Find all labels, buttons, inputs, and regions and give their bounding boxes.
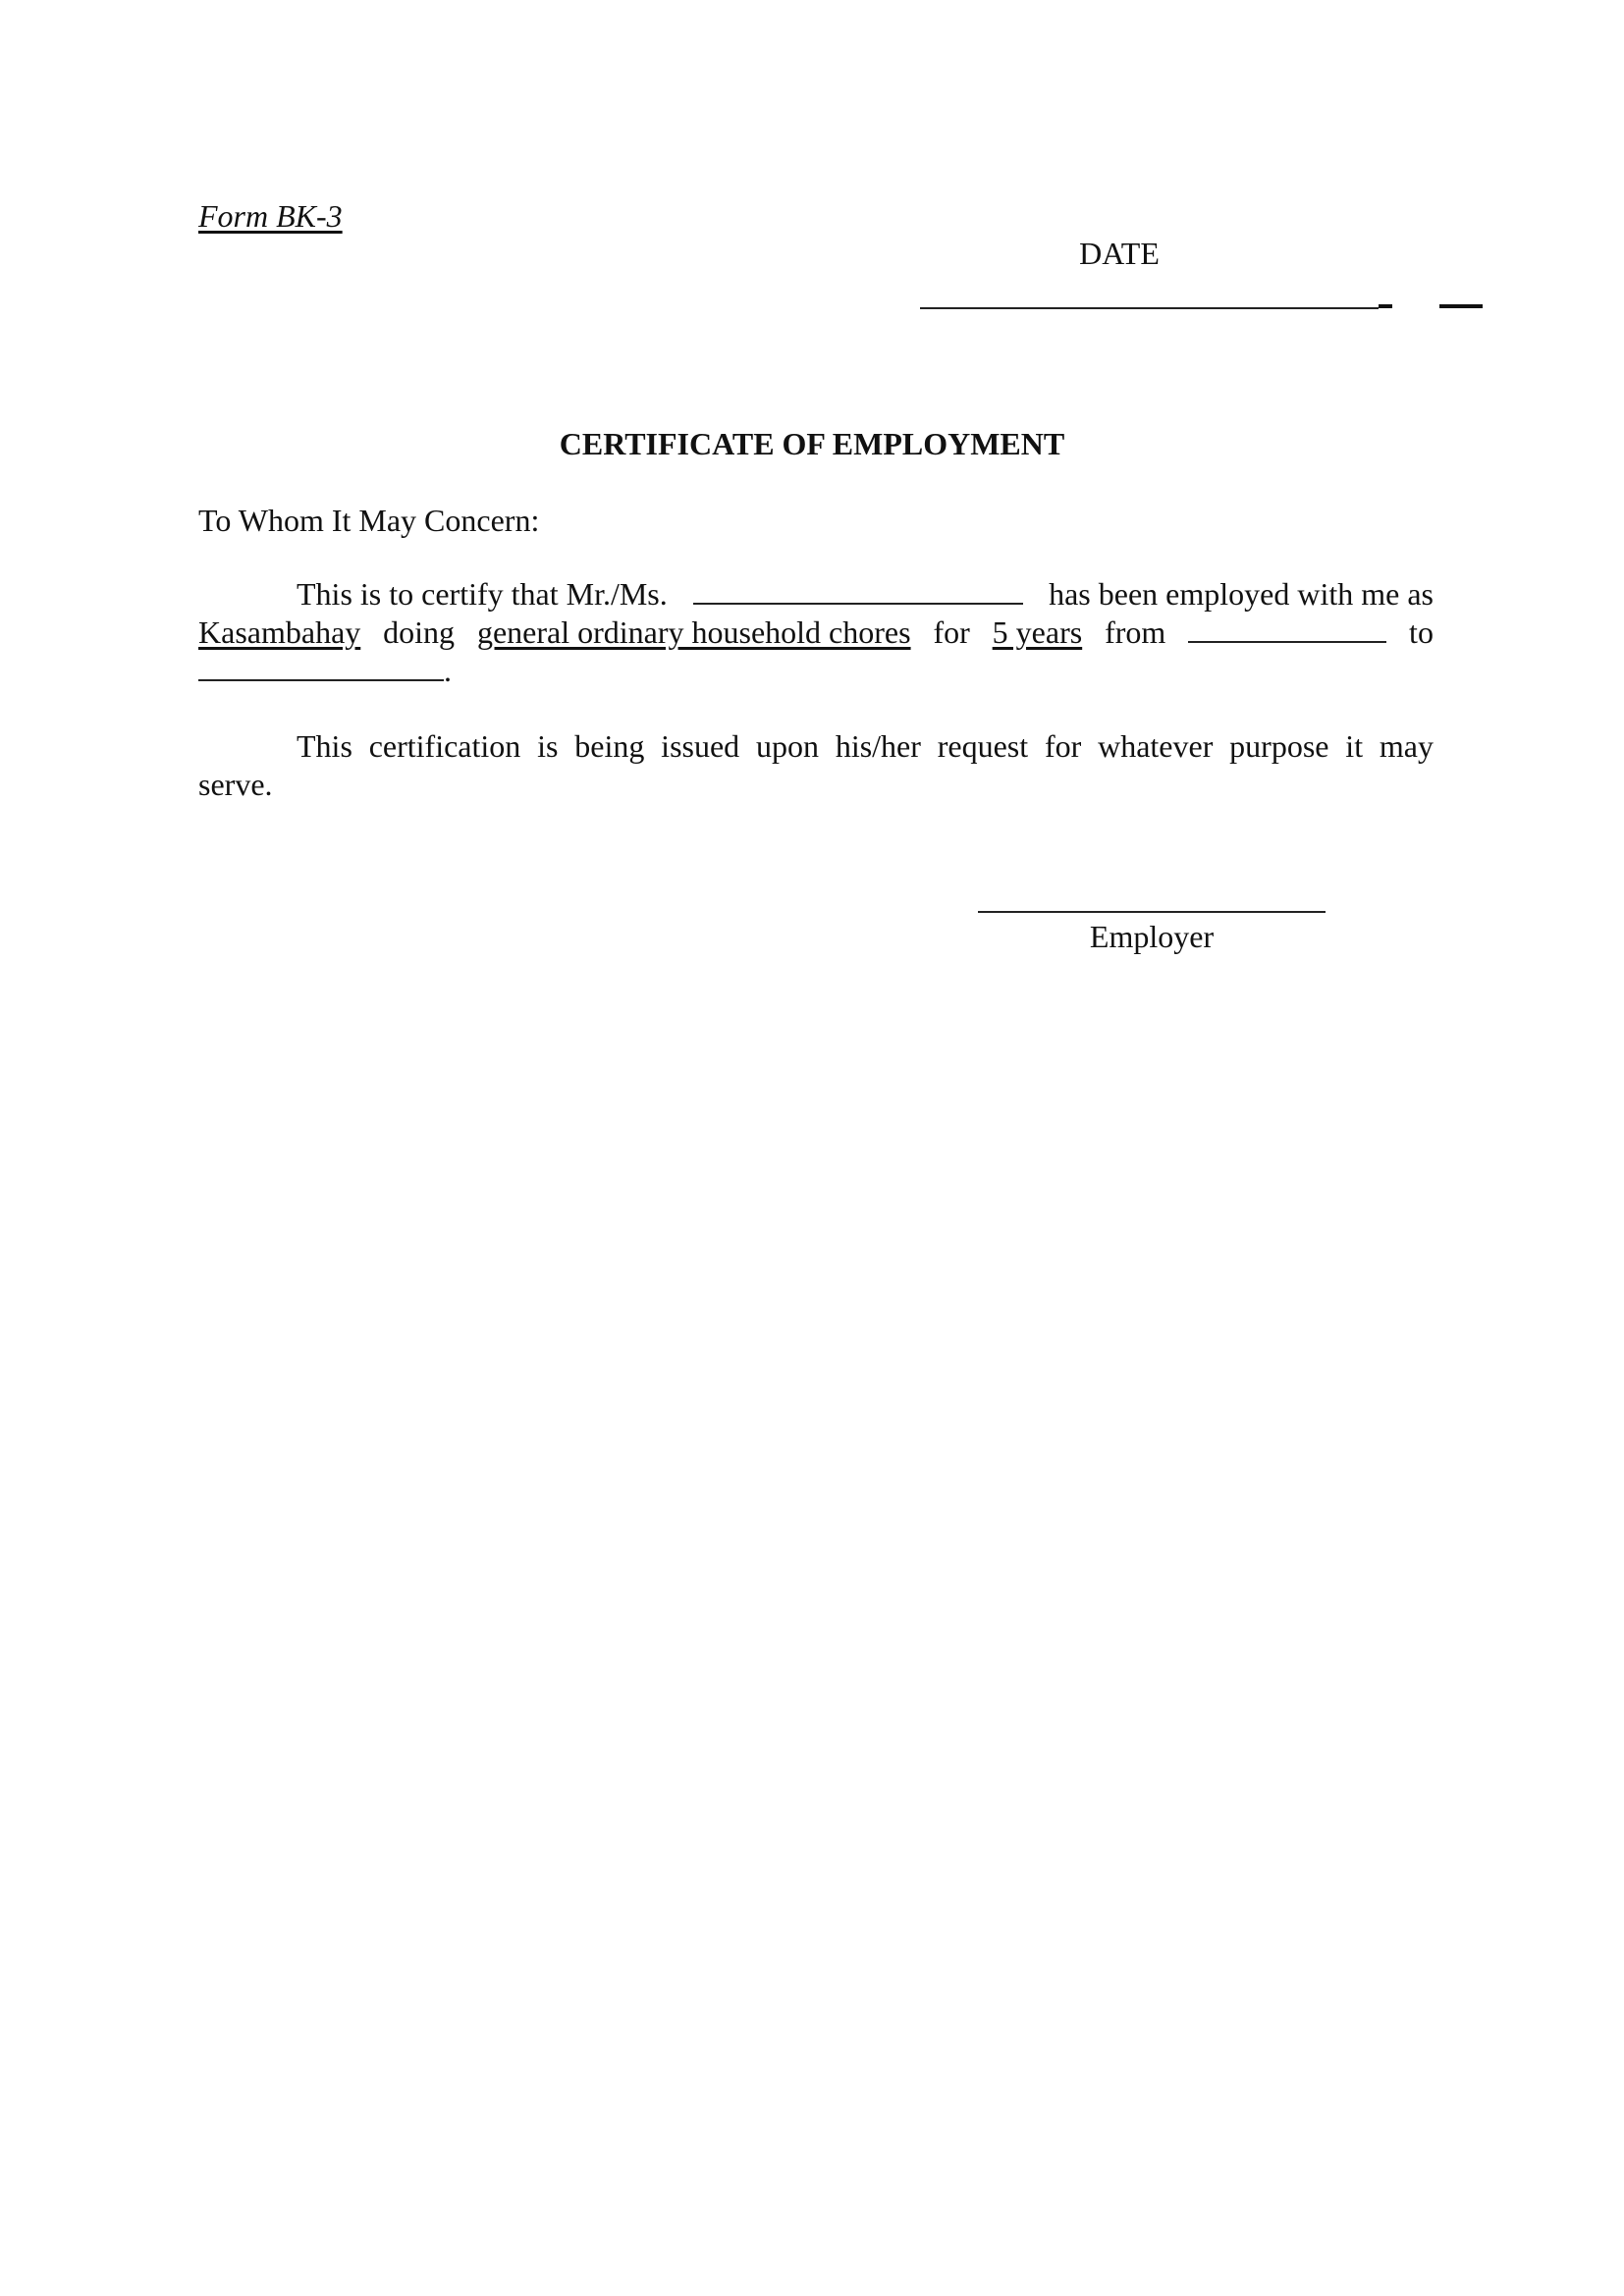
purpose-paragraph	[198, 727, 1434, 804]
paragraph-line	[198, 652, 1434, 690]
paragraph-line	[198, 614, 1434, 652]
certify-prefix: This is to certify that Mr./Ms.	[297, 576, 668, 612]
employer-signature-line[interactable]	[978, 911, 1326, 913]
purpose-text-line1: This certification is being issued upon his/her request for whatever purpose it may	[297, 728, 1434, 764]
paragraph-line	[198, 766, 1434, 804]
word-from: from	[1105, 614, 1166, 650]
position-text: Kasambahay	[198, 614, 361, 650]
word-to: to	[1409, 614, 1434, 650]
employer-label: Employer	[1089, 919, 1215, 954]
purpose-text-line2: serve.	[198, 767, 273, 802]
word-doing: doing	[383, 614, 456, 650]
date-line-mark	[1439, 304, 1483, 308]
certify-suffix: has been employed with me as	[1049, 576, 1434, 612]
date-field-line[interactable]	[920, 307, 1379, 309]
document-title: CERTIFICATE OF EMPLOYMENT	[559, 426, 1065, 461]
duration-text: 5 years	[992, 614, 1083, 650]
salutation: To Whom It May Concern:	[198, 503, 540, 538]
form-code: Form BK-3	[198, 198, 343, 234]
duties-text: general ordinary household chores	[476, 614, 911, 650]
date-label: DATE	[1079, 236, 1160, 271]
employee-name-blank[interactable]	[693, 575, 1023, 605]
to-date-blank[interactable]	[198, 652, 444, 681]
paragraph-line	[198, 727, 1434, 766]
from-date-blank[interactable]	[1188, 614, 1386, 643]
end-period: .	[444, 653, 452, 688]
word-for: for	[933, 614, 970, 650]
date-line-mark	[1379, 304, 1392, 308]
certification-paragraph	[198, 575, 1434, 690]
paragraph-line	[198, 575, 1434, 614]
